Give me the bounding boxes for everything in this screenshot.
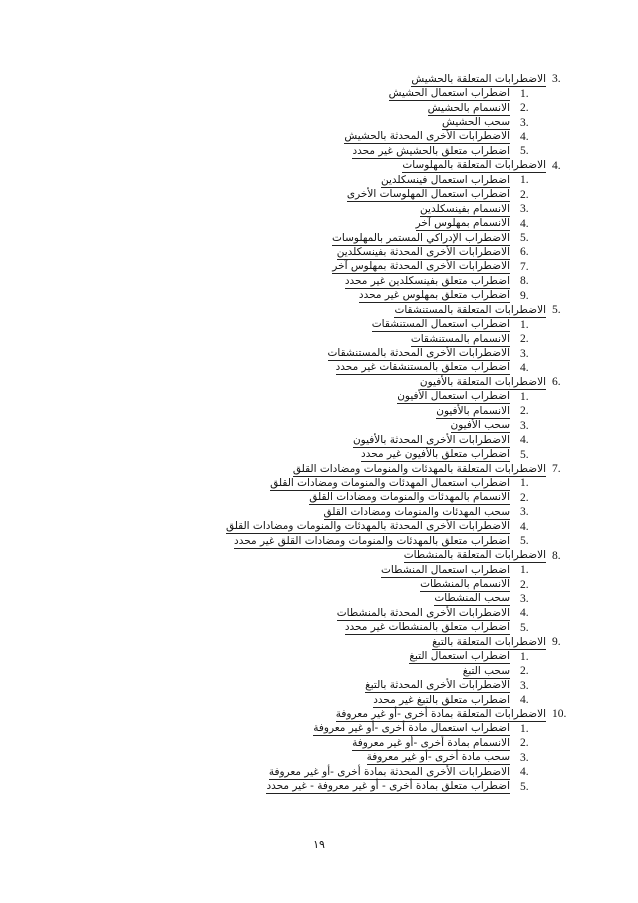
item-number: 5.: [520, 780, 529, 793]
item-number: 1.: [520, 722, 529, 735]
item-number: 5.: [520, 448, 529, 461]
section-heading: [40, 635, 580, 649]
item-text: اضطراب استعمال المستنشقات: [371, 318, 510, 331]
item-text: اضطراب استعمال المهدئات والمنومات ومضادات القلق: [270, 476, 510, 489]
item-number: 1.: [520, 477, 529, 490]
list-item: [40, 274, 580, 288]
item-text: اضطراب متعلق بالحشيش غير محدد: [352, 144, 510, 157]
item-text: اضطراب متعلق بمهلوس غير محدد: [358, 289, 510, 302]
section-number: 8.: [552, 549, 561, 562]
item-number: 9.: [520, 289, 529, 302]
item-text: اضطراب استعمال مادة أخرى -أو غير معروفة: [313, 722, 510, 735]
list-item: [40, 621, 580, 635]
item-text: الاضطرابات الأخرى المحدثة بفينسكلدين: [336, 245, 510, 258]
section-heading: [40, 375, 580, 389]
section-number: 5.: [552, 304, 561, 317]
list-item: [40, 678, 580, 692]
item-text: سحب المنشطات: [434, 592, 510, 605]
item-number: 2.: [520, 737, 529, 750]
item-text: سحب الحشيش: [441, 116, 510, 129]
item-text: الاضطرابات الأخرى المحدثة بمهلوس آخر: [332, 260, 510, 273]
item-number: 4.: [520, 520, 529, 533]
item-number: 3.: [520, 751, 529, 764]
section-number: 7.: [552, 463, 561, 476]
list-item: [40, 216, 580, 230]
section-title: الاضطرابات المتعلقة بالمنشطات: [403, 549, 546, 562]
item-number: 4.: [520, 361, 529, 374]
section-title: الاضطرابات المتعلقة بمادة أخرى -أو غير معروفة: [335, 707, 546, 720]
document-body: [40, 72, 580, 794]
section-heading: [40, 159, 580, 173]
list-item: [40, 101, 580, 115]
item-number: 4.: [520, 766, 529, 779]
item-text: الانسمام بالأفيون: [436, 404, 510, 417]
item-text: الانسمام بالمهدئات والمنومات ومضادات القلق: [309, 491, 510, 504]
item-number: 3.: [520, 203, 529, 216]
list-item: [40, 722, 580, 736]
list-item: [40, 563, 580, 577]
section-number: 4.: [552, 159, 561, 172]
item-text: اضطراب استعمال الأفيون: [397, 390, 510, 403]
item-text: سحب التبغ: [462, 664, 510, 677]
item-number: 4.: [520, 130, 529, 143]
section-title: الاضطرابات المتعلقة بالمستنشقات: [394, 303, 546, 316]
item-number: 6.: [520, 246, 529, 259]
item-text: اضطراب استعمال الحشيش: [388, 87, 510, 100]
item-number: 3.: [520, 116, 529, 129]
list-item: [40, 115, 580, 129]
list-item: [40, 173, 580, 187]
list-item: [40, 779, 580, 793]
item-text: الاضطرابات الأخرى المحدثة بالمستنشقات: [327, 347, 510, 360]
list-item: [40, 346, 580, 360]
list-item: [40, 606, 580, 620]
item-text: اضطراب متعلق بالمستنشقات غير محدد: [335, 361, 510, 374]
item-number: 3.: [520, 592, 529, 605]
list-item: [40, 289, 580, 303]
section-title: الاضطرابات المتعلقة بالتبغ: [432, 635, 546, 648]
item-text: سحب المهدئات والمنومات ومضادات القلق: [323, 505, 510, 518]
list-item: [40, 650, 580, 664]
item-number: 2.: [520, 491, 529, 504]
item-text: اضطراب متعلق بالتبغ غير محدد: [373, 693, 510, 706]
item-text: الانسمام بالمستنشقات: [410, 332, 510, 345]
item-number: 5.: [520, 621, 529, 634]
item-text: اضطراب متعلق بالمهدئات والمنومات ومضادات القلق غير محدد: [234, 534, 510, 547]
section-title: الاضطرابات المتعلقة بالمهدئات والمنومات ومضادات القلق: [292, 462, 546, 475]
section-title: الاضطرابات المتعلقة بالأفيون: [419, 375, 546, 388]
item-text: اضطراب متعلق بمادة أخرى - أو غير معروفة - غير محدد: [266, 780, 510, 793]
item-number: 1.: [520, 87, 529, 100]
item-text: الانسمام بالمنشطات: [420, 578, 510, 591]
item-text: اضطراب استعمال فينسكلدين: [381, 173, 510, 186]
list-item: [40, 202, 580, 216]
section-number: 6.: [552, 376, 561, 389]
list-item: [40, 534, 580, 548]
list-item: [40, 505, 580, 519]
section-heading: [40, 462, 580, 476]
item-number: 2.: [520, 665, 529, 678]
section-title: الاضطرابات المتعلقة بالحشيش: [411, 72, 546, 85]
item-number: 2.: [520, 188, 529, 201]
item-number: 2.: [520, 405, 529, 418]
list-item: [40, 476, 580, 490]
list-item: [40, 260, 580, 274]
item-text: اضطراب متعلق بالمنشطات غير محدد: [344, 621, 510, 634]
item-text: الاضطراب الإدراكي المستمر بالمهلوسات: [332, 231, 510, 244]
item-number: 5.: [520, 145, 529, 158]
item-number: 2.: [520, 102, 529, 115]
item-number: 5.: [520, 232, 529, 245]
item-number: 1.: [520, 390, 529, 403]
item-text: سحب مادة أخرى -أو غير معروفة: [366, 751, 510, 764]
item-text: اضطراب متعلق بالأفيون غير محدد: [361, 448, 510, 461]
list-item: [40, 592, 580, 606]
list-item: [40, 144, 580, 158]
list-item: [40, 86, 580, 100]
item-number: 1.: [520, 650, 529, 663]
list-item: [40, 751, 580, 765]
section-heading: [40, 303, 580, 317]
list-item: [40, 664, 580, 678]
item-text: الانسمام بفينسكلدين: [420, 202, 510, 215]
item-number: 1.: [520, 564, 529, 577]
section-number: 9.: [552, 636, 561, 649]
list-item: [40, 332, 580, 346]
item-number: 8.: [520, 275, 529, 288]
list-item: [40, 520, 580, 534]
list-item: [40, 231, 580, 245]
item-number: 3.: [520, 506, 529, 519]
list-item: [40, 765, 580, 779]
item-number: 5.: [520, 535, 529, 548]
list-item: [40, 404, 580, 418]
list-item: [40, 188, 580, 202]
item-number: 4.: [520, 217, 529, 230]
section-number: 10.: [552, 708, 567, 721]
list-item: [40, 693, 580, 707]
item-text: سحب الأفيون: [450, 419, 510, 432]
list-item: [40, 433, 580, 447]
item-text: الانسمام بالحشيش: [427, 101, 510, 114]
item-number: 2.: [520, 333, 529, 346]
list-item: [40, 491, 580, 505]
item-number: 1.: [520, 318, 529, 331]
item-text: الاضطرابات الأخرى المحدثة بالمهدئات والمنومات ومضادات القلق: [225, 520, 510, 533]
item-text: الانسمام بمادة أخرى -أو غير معروفة: [352, 736, 510, 749]
item-number: 4.: [520, 607, 529, 620]
section-heading: [40, 707, 580, 721]
item-text: الاضطرابات الأخرى المحدثة بالحشيش: [344, 130, 510, 143]
list-item: [40, 130, 580, 144]
item-number: 7.: [520, 260, 529, 273]
item-text: اضطراب استعمال المنشطات: [381, 563, 510, 576]
item-text: الاضطرابات الأخرى المحدثة بالمنشطات: [336, 606, 510, 619]
item-text: الاضطرابات الأخرى المحدثة بمادة أخرى -أو غير معروفة: [268, 765, 510, 778]
item-number: 4.: [520, 434, 529, 447]
item-number: 3.: [520, 679, 529, 692]
list-item: [40, 447, 580, 461]
section-heading: [40, 548, 580, 562]
item-number: 1.: [520, 174, 529, 187]
list-item: [40, 577, 580, 591]
list-item: [40, 317, 580, 331]
list-item: [40, 245, 580, 259]
item-text: الاضطرابات الأخرى المحدثة بالأفيون: [352, 433, 510, 446]
list-item: [40, 419, 580, 433]
list-item: [40, 390, 580, 404]
item-number: 2.: [520, 578, 529, 591]
item-text: الاضطرابات الأخرى المحدثة بالتبغ: [365, 679, 510, 692]
item-text: اضطراب متعلق بفينسكلدين غير محدد: [344, 274, 510, 287]
section-number: 3.: [552, 73, 561, 86]
list-item: [40, 736, 580, 750]
item-number: 3.: [520, 419, 529, 432]
page-number: ١٩: [313, 838, 325, 851]
section-heading: [40, 72, 580, 86]
item-text: اضطراب استعمال التبغ: [409, 650, 510, 663]
item-number: 4.: [520, 694, 529, 707]
item-number: 3.: [520, 347, 529, 360]
section-title: الاضطرابات المتعلقة بالمهلوسات: [402, 159, 546, 172]
list-item: [40, 361, 580, 375]
item-text: اضطراب استعمال المهلوسات الأخرى: [346, 188, 510, 201]
item-text: الانسمام بمهلوس آخر: [415, 217, 510, 230]
